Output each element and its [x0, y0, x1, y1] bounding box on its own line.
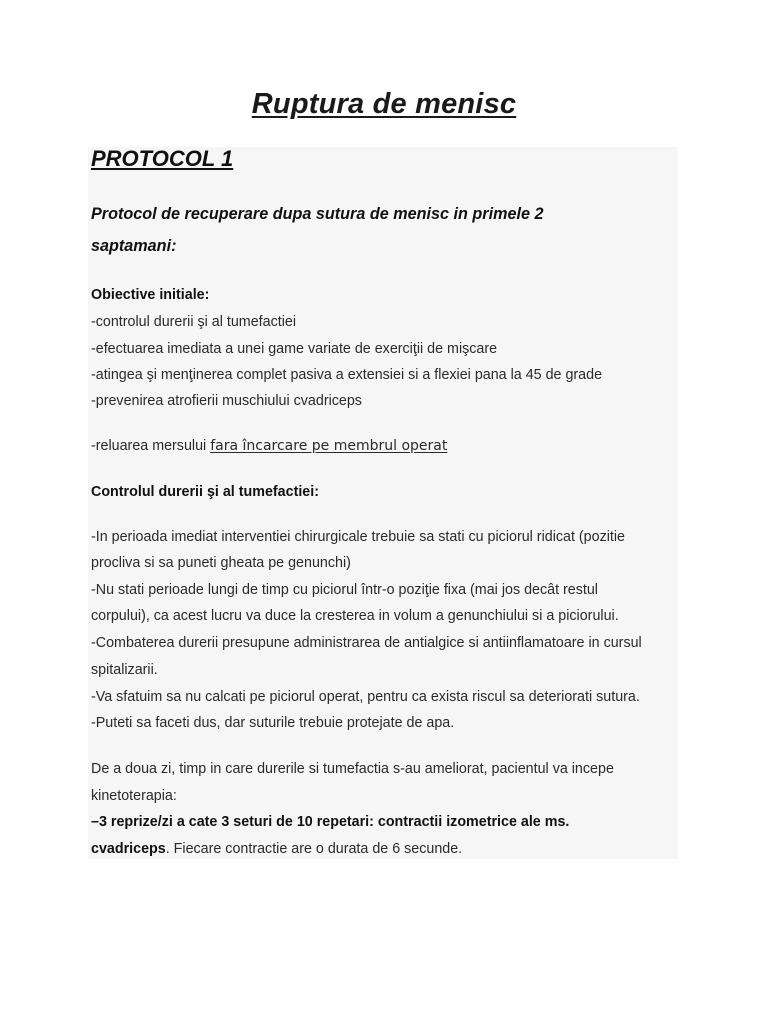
protocol-subheading-line-1: Protocol de recuperare dupa sutura de menisc in primele 2 [91, 205, 544, 223]
pain-control-line: -Va sfatuim sa nu calcati pe piciorul operat, pentru ca exista riscul sa deteriorati sutura. [91, 689, 640, 705]
gait-objective [91, 438, 447, 454]
exercise-line-1: –3 reprize/zi a cate 3 seturi de 10 repetari: contractii izometrice ale ms. [91, 814, 570, 830]
exercise-duration-text: . Fiecare contractie are o durata de 6 secunde. [165, 841, 463, 857]
exercise-line-2 [91, 841, 462, 857]
pain-control-line: procliva si sa puneti gheata pe genunchi) [91, 555, 351, 571]
pain-control-heading: Controlul durerii şi al tumefactiei: [91, 484, 319, 500]
second-day-text-line-2: kinetoterapia: [91, 788, 177, 804]
objective-item: -prevenirea atrofierii muschiului cvadriceps [91, 393, 362, 409]
pain-control-line: -In perioada imediat interventiei chirurgicale trebuie sa stati cu piciorul ridicat (pozitie [91, 529, 626, 545]
gait-objective-prefix: -reluarea mersului [91, 438, 211, 454]
protocol-subheading-line-2: saptamani: [91, 237, 177, 255]
pain-control-line: -Combaterea durerii presupune administrarea de antialgice si antiinflamatoare in cursul [91, 635, 642, 651]
pain-control-line: corpului), ca acest lucru va duce la cresterea in volum a genunchiului si a piciorului. [91, 608, 619, 624]
exercise-muscle-name: cvadriceps [91, 841, 166, 857]
weightbearing-link[interactable]: fara încarcare pe membrul operat [210, 438, 448, 454]
second-day-text-line-1: De a doua zi, timp in care durerile si tumefactia s-au ameliorat, pacientul va incepe [91, 761, 614, 777]
objectives-heading: Obiective initiale: [91, 287, 210, 303]
objective-item: -controlul durerii şi al tumefactiei [91, 314, 297, 330]
highlighted-content-block [88, 147, 678, 859]
page-title: Ruptura de menisc [251, 88, 517, 120]
pain-control-line: -Nu stati perioade lungi de timp cu piciorul într-o poziţie fixa (mai jos decât restul [91, 582, 598, 598]
pain-control-line: spitalizarii. [91, 662, 158, 678]
objective-item: -atingea şi menţinerea complet pasiva a extensiei si a flexiei pana la 45 de grade [91, 367, 603, 383]
pain-control-line: -Puteti sa faceti dus, dar suturile trebuie protejate de apa. [91, 715, 455, 731]
objective-item: -efectuarea imediata a unei game variate de exerciţii de mişcare [91, 341, 498, 357]
protocol-heading: PROTOCOL 1 [91, 146, 234, 171]
